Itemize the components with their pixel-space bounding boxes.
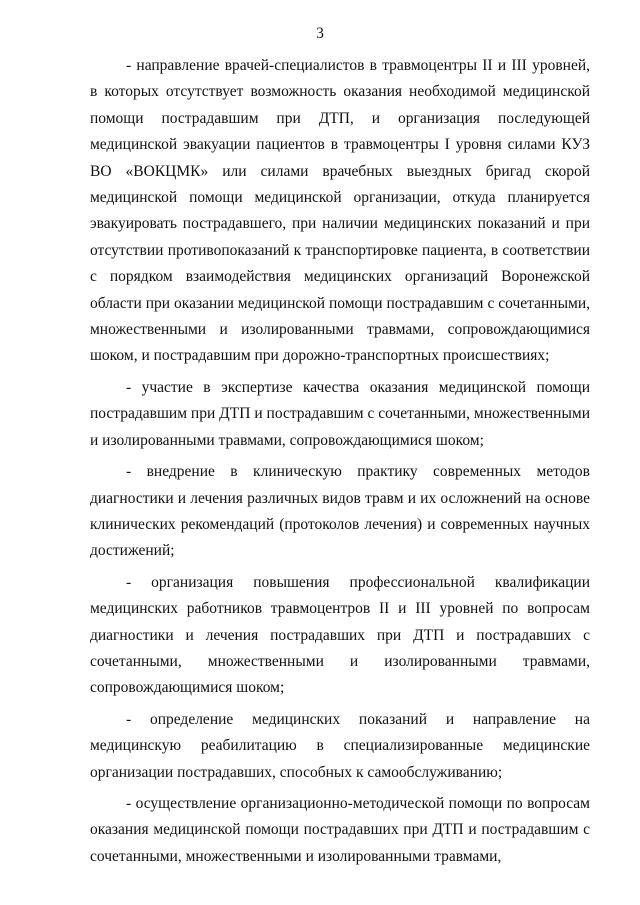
paragraph-rehabilitation-referral: - определение медицинских показаний и направление на медицинскую реабилитацию в специализированные медицинские организации пострадавших, способных к самообслуживанию; xyxy=(90,710,590,781)
paragraph-quality-expertise: - участие в экспертизе качества оказания медицинской помощи пострадавшим при ДТП и пострадавшим с сочетанными, множественными и изолированными травмами, сопровождающимися шоком; xyxy=(90,378,590,449)
paragraph-qualification-training: - организация повышения профессиональной квалификации медицинских работников травмоцентров II и III уровней по вопросам диагностики и лечения пострадавших при ДТП и пострадавших с сочетанными, множественными и изолированными травмами, сопровождающимися шоком; xyxy=(90,573,590,697)
document-body xyxy=(90,53,590,875)
paragraph-methodological-assistance: - осуществление организационно-методической помощи по вопросам оказания медицинской помощи пострадавших при ДТП и пострадавшим с сочетанными, множественными и изолированными травмами, xyxy=(90,794,590,865)
paragraph-clinical-methods: - внедрение в клиническую практику современных методов диагностики и лечения различных видов травм и их осложнений на основе клинических рекомендаций (протоколов лечения) и современных научных достижений; xyxy=(90,463,590,560)
paragraph-specialist-referral: - направление врачей-специалистов в травмоцентры II и III уровней, в которых отсутствует возможность оказания необходимой медицинской помощи пострадавшим при ДТП, и организация последующей медицинской эвакуации пациентов в травмоцентры I уровня силами КУЗ ВО «ВОКЦМК» или силами врачебных выездных бригад скорой медицинской помощи медицинской организации, откуда планируется эвакуировать пострадавшего, при наличии медицинских показаний и при отсутствии противопоказаний к транспортировке пациента, в соответствии с порядком взаимодействия медицинских организаций Воронежской области при оказании медицинской помощи пострадавшим с сочетанными, множественными и изолированными травмами, сопровождающимися шоком, и пострадавшим при дорожно-транспортных происшествиях; xyxy=(90,57,590,365)
page-number: 3 xyxy=(316,25,324,42)
